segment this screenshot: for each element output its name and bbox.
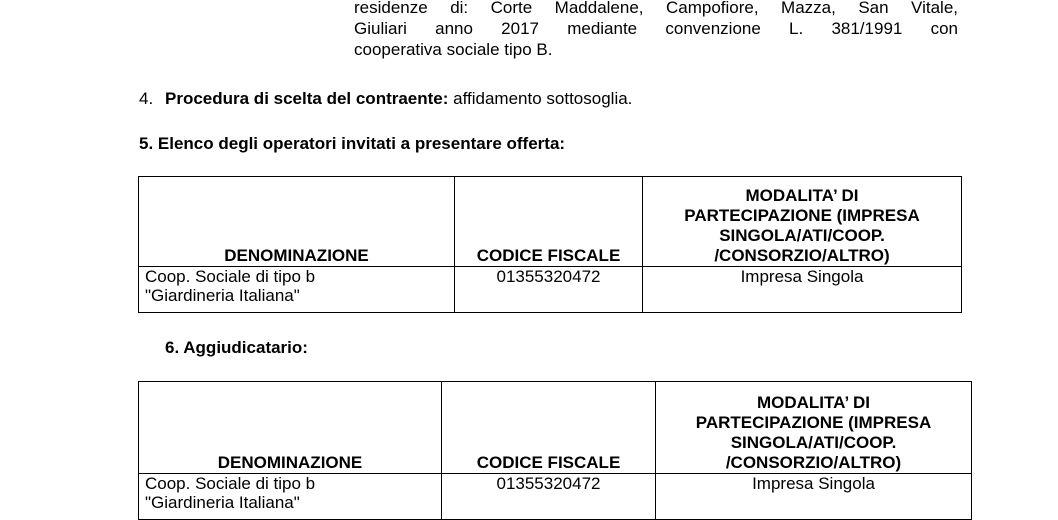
section-label: Procedura di scelta del contraente: (165, 89, 449, 108)
table-header-row (139, 382, 972, 474)
cell-line: Coop. Sociale di tipo b (145, 474, 316, 493)
cell-line: "Giardineria Italiana" (145, 493, 300, 512)
section-number: 4. (139, 89, 154, 108)
column-header-name: DENOMINAZIONE (139, 382, 442, 474)
section-5-heading (139, 134, 565, 154)
table-header-row (139, 177, 962, 267)
section-heading: 5. Elenco degli operatori invitati a presentare offerta: (139, 134, 566, 153)
section-4 (139, 89, 632, 109)
section-value: affidamento sottosoglia. (448, 89, 633, 108)
cell-mode: Impresa Singola (643, 267, 962, 313)
intro-line: Giuliari anno 2017 mediante convenzione L. 381/1991 con (354, 19, 958, 38)
header-line: SINGOLA/ATI/COOP. (719, 226, 885, 245)
intro-line: residenze di: Corte Maddalene, Campofiore, Mazza, San Vitale, (354, 0, 958, 17)
header-line: PARTECIPAZIONE (IMPRESA (684, 206, 920, 225)
invited-operators-table (138, 176, 962, 313)
awardee-table (138, 381, 972, 520)
header-line: /CONSORZIO/ALTRO) (725, 453, 902, 472)
header-line: SINGOLA/ATI/COOP. (730, 433, 897, 452)
section-6-heading (165, 338, 308, 358)
intro-paragraph (354, 0, 958, 60)
header-line: MODALITA’ DI (745, 186, 859, 205)
cell-tax-code: 01355320472 (455, 267, 643, 313)
column-header-mode (643, 177, 962, 267)
column-header-mode (656, 382, 972, 474)
table-row (139, 267, 962, 313)
column-header-tax-code: CODICE FISCALE (442, 382, 656, 474)
cell-tax-code: 01355320472 (442, 474, 656, 520)
header-line: PARTECIPAZIONE (IMPRESA (695, 413, 932, 432)
intro-line: cooperativa sociale tipo B. (354, 40, 553, 59)
cell-name (139, 474, 442, 520)
column-header-tax-code: CODICE FISCALE (455, 177, 643, 267)
cell-line: Coop. Sociale di tipo b (145, 267, 316, 286)
header-line: /CONSORZIO/ALTRO) (714, 246, 890, 265)
header-line: MODALITA’ DI (756, 393, 870, 412)
cell-line: "Giardineria Italiana" (145, 286, 300, 305)
cell-mode: Impresa Singola (656, 474, 972, 520)
table-row (139, 474, 972, 520)
section-heading: 6. Aggiudicatario: (165, 338, 308, 357)
cell-name (139, 267, 455, 313)
column-header-name: DENOMINAZIONE (139, 177, 455, 267)
